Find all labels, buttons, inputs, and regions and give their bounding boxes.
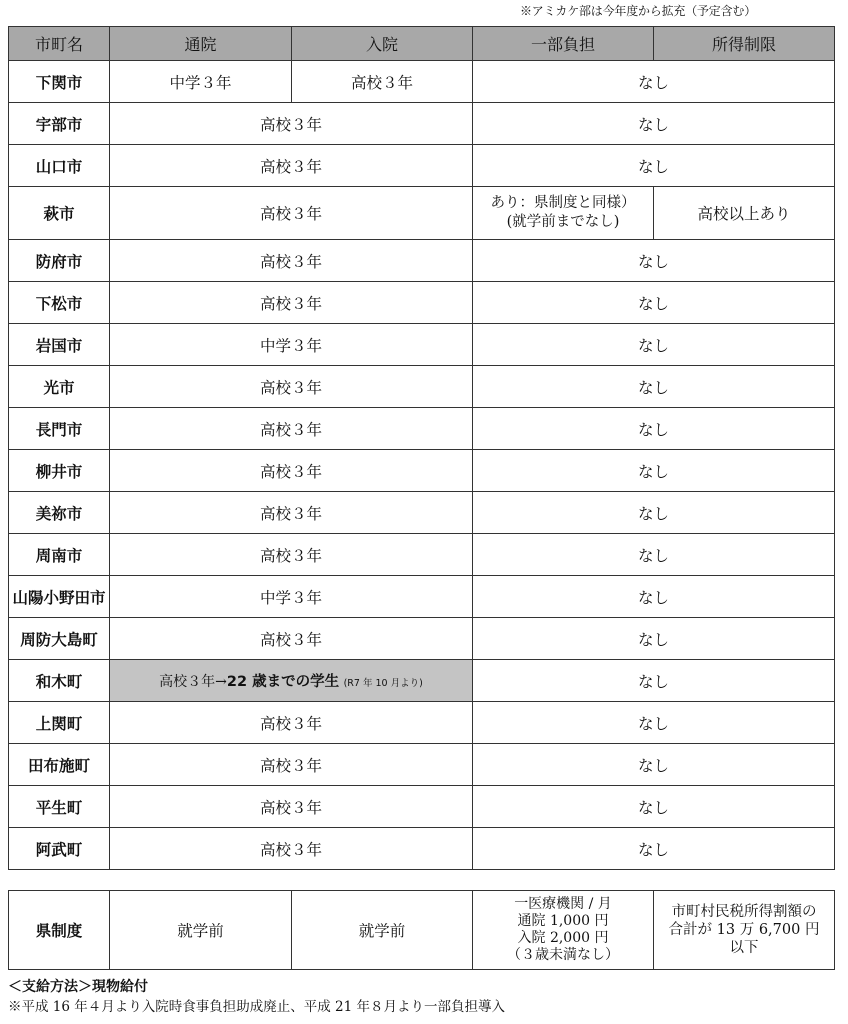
city-name: 周防大島町: [9, 618, 110, 660]
burden-cell: なし: [473, 324, 835, 366]
header-income-limit: 所得制限: [654, 27, 835, 61]
burden-cell: なし: [473, 61, 835, 103]
income-limit-line: 合計が 13 万 6,700 円: [668, 922, 820, 938]
inpatient-cell: 高校３年: [292, 61, 473, 103]
coverage-after: 22 歳までの学生: [226, 674, 340, 690]
burden-cell: なし: [473, 103, 835, 145]
table-row: [9, 324, 835, 366]
burden-line: 入院 2,000 円: [517, 930, 609, 946]
city-name: 上関町: [9, 702, 110, 744]
coverage-cell: 高校３年: [110, 145, 473, 187]
coverage-cell-highlighted: [110, 660, 473, 702]
table-row: [9, 282, 835, 324]
city-name: 阿武町: [9, 828, 110, 870]
table-row: [9, 828, 835, 870]
header-burden: 一部負担: [473, 27, 654, 61]
burden-cell: なし: [473, 450, 835, 492]
payment-method-note: ＜支給方法＞現物給付: [8, 979, 148, 995]
coverage-cell: 高校３年: [110, 492, 473, 534]
burden-cell: なし: [473, 576, 835, 618]
table-row: [9, 187, 835, 240]
coverage-cell: 高校３年: [110, 450, 473, 492]
burden-line: 通院 1,000 円: [517, 913, 609, 929]
prefecture-outpatient: 就学前: [110, 891, 292, 970]
prefecture-table: [8, 890, 835, 970]
income-limit-line: 以下: [729, 940, 759, 956]
coverage-cell: 高校３年: [110, 240, 473, 282]
top-note: ※アミカケ部は今年度から拡充（予定含む）: [520, 4, 757, 18]
city-name: 周南市: [9, 534, 110, 576]
coverage-cell: 高校３年: [110, 618, 473, 660]
prefecture-inpatient: 就学前: [292, 891, 473, 970]
burden-cell: なし: [473, 702, 835, 744]
coverage-cell: 高校３年: [110, 408, 473, 450]
coverage-cell: 高校３年: [110, 282, 473, 324]
prefecture-income-limit: [654, 891, 835, 970]
table-row: [9, 534, 835, 576]
burden-cell: なし: [473, 145, 835, 187]
income-limit-line: 市町村民税所得割額の: [671, 904, 817, 920]
table-row: [9, 702, 835, 744]
burden-line: あり：県制度と同様）: [490, 195, 636, 211]
income-limit-cell: 高校以上あり: [654, 187, 835, 240]
coverage-cell: 高校３年: [110, 366, 473, 408]
burden-cell: なし: [473, 618, 835, 660]
coverage-cell: 高校３年: [110, 786, 473, 828]
outpatient-cell: 中学３年: [110, 61, 292, 103]
coverage-cell: 高校３年: [110, 702, 473, 744]
city-name: 柳井市: [9, 450, 110, 492]
coverage-effective-date: (R7 年 10 月より): [343, 678, 423, 689]
table-row: [9, 103, 835, 145]
burden-cell: なし: [473, 408, 835, 450]
coverage-cell: 高校３年: [110, 744, 473, 786]
table-row: [9, 145, 835, 187]
burden-cell: なし: [473, 240, 835, 282]
coverage-before: 高校３年→: [159, 674, 227, 690]
city-name: 下関市: [9, 61, 110, 103]
subsidy-table: [8, 26, 835, 870]
coverage-cell: 高校３年: [110, 103, 473, 145]
burden-line: 一医療機関 / 月: [514, 896, 612, 912]
city-name: 山口市: [9, 145, 110, 187]
table-header-row: [9, 27, 835, 61]
burden-line: （３歳未満なし）: [507, 947, 619, 963]
table-row: [9, 450, 835, 492]
history-note: ※平成 16 年４月より入院時食事負担助成廃止、平成 21 年８月より一部負担導入: [8, 999, 506, 1015]
burden-line: (就学前までなし): [506, 214, 620, 230]
table-row: [9, 786, 835, 828]
burden-cell: なし: [473, 534, 835, 576]
table-row: [9, 660, 835, 702]
burden-cell: なし: [473, 744, 835, 786]
city-name: 山陽小野田市: [9, 576, 110, 618]
city-name: 平生町: [9, 786, 110, 828]
coverage-cell: 高校３年: [110, 187, 473, 240]
table-row: [9, 744, 835, 786]
city-name: 防府市: [9, 240, 110, 282]
header-outpatient: 通院: [110, 27, 292, 61]
burden-cell: なし: [473, 786, 835, 828]
coverage-cell: 高校３年: [110, 828, 473, 870]
burden-cell: なし: [473, 282, 835, 324]
burden-cell: [473, 187, 654, 240]
prefecture-row: [9, 891, 835, 970]
city-name: 光市: [9, 366, 110, 408]
city-name: 田布施町: [9, 744, 110, 786]
city-name: 宇部市: [9, 103, 110, 145]
table-row: [9, 366, 835, 408]
city-name: 和木町: [9, 660, 110, 702]
city-name: 岩国市: [9, 324, 110, 366]
burden-cell: なし: [473, 366, 835, 408]
table-row: [9, 576, 835, 618]
table-row: [9, 492, 835, 534]
city-name: 下松市: [9, 282, 110, 324]
table-row: [9, 61, 835, 103]
city-name: 萩市: [9, 187, 110, 240]
header-inpatient: 入院: [292, 27, 473, 61]
table-row: [9, 408, 835, 450]
coverage-cell: 中学３年: [110, 576, 473, 618]
burden-cell: なし: [473, 492, 835, 534]
city-name: 美祢市: [9, 492, 110, 534]
table-row: [9, 240, 835, 282]
coverage-cell: 高校３年: [110, 534, 473, 576]
city-name: 長門市: [9, 408, 110, 450]
prefecture-label: 県制度: [9, 891, 110, 970]
coverage-cell: 中学３年: [110, 324, 473, 366]
burden-cell: なし: [473, 660, 835, 702]
prefecture-burden: [473, 891, 654, 970]
table-row: [9, 618, 835, 660]
burden-cell: なし: [473, 828, 835, 870]
header-city: 市町名: [9, 27, 110, 61]
